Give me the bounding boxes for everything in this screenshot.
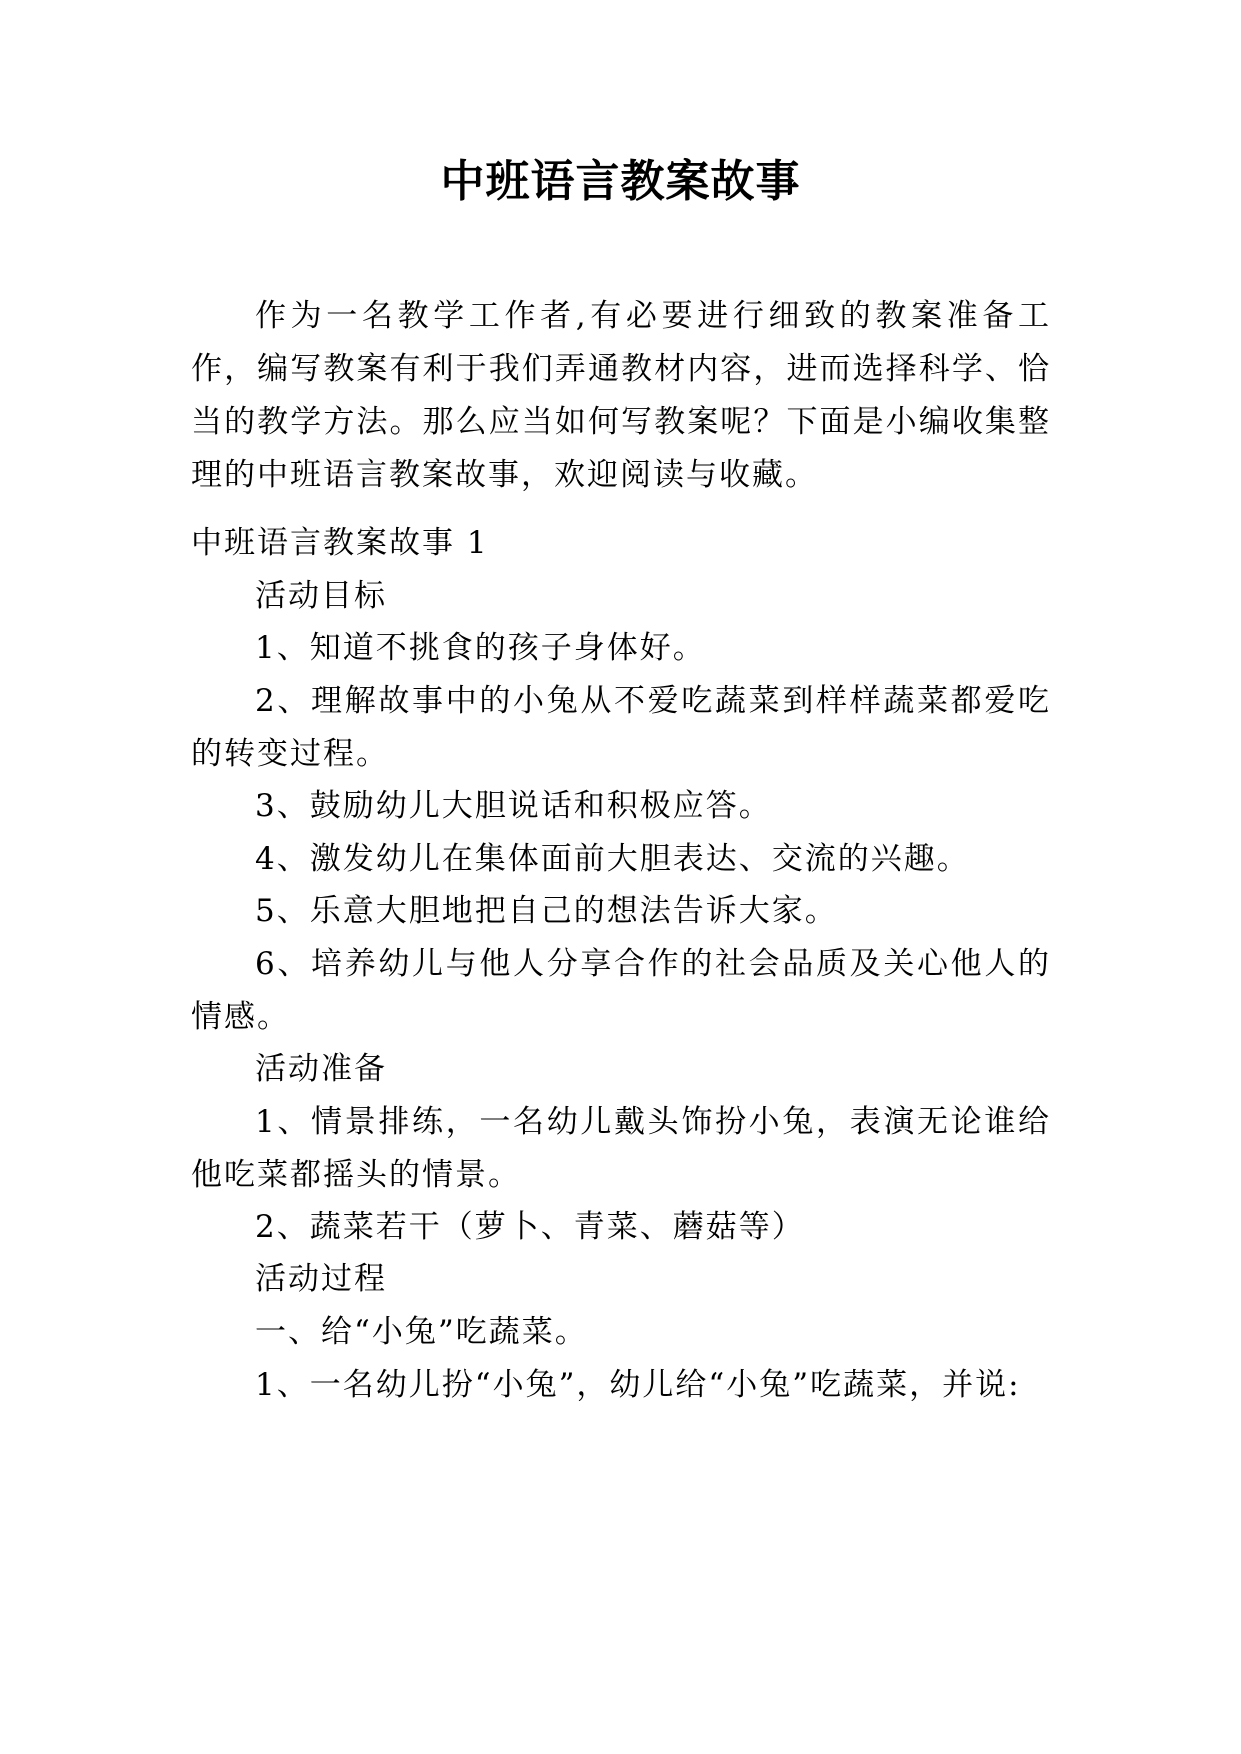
goal-item: 3、鼓励幼儿大胆说话和积极应答。 — [255, 788, 772, 824]
prep-item: 1、情景排练，一名幼儿戴头饰扮小兔，表演无论谁给他吃菜都摇头的情景。 — [191, 1104, 1051, 1193]
goals-heading: 活动目标 — [255, 578, 387, 614]
process-step: 一、给“小兔”吃蔬菜。 — [255, 1314, 588, 1350]
prep-item: 2、蔬菜若干（萝卜、青菜、蘑菇等） — [255, 1209, 805, 1245]
document-title: 中班语言教案故事 — [440, 156, 801, 207]
goal-item: 2、理解故事中的小兔从不爱吃蔬菜到样样蔬菜都爱吃的转变过程。 — [191, 683, 1051, 772]
goal-item: 5、乐意大胆地把自己的想法告诉大家。 — [255, 893, 838, 929]
goal-item: 4、激发幼儿在集体面前大胆表达、交流的兴趣。 — [255, 841, 970, 877]
process-item: 1、一名幼儿扮“小兔”，幼儿给“小兔”吃蔬菜，并说: — [255, 1367, 1021, 1403]
intro-paragraph: 作为一名教学工作者,有必要进行细致的教案准备工作，编写教案有利于我们弄通教材内容，进而选择科学、恰当的教学方法。那么应当如何写教案呢？下面是小编收集整理的中班语言教案故事，欢迎阅读与收藏。 — [191, 298, 1051, 493]
process-heading: 活动过程 — [255, 1261, 387, 1297]
goal-item: 6、培养幼儿与他人分享合作的社会品质及关心他人的情感。 — [191, 946, 1051, 1035]
goal-item: 1、知道不挑食的孩子身体好。 — [255, 630, 706, 666]
prep-heading: 活动准备 — [255, 1051, 387, 1087]
section-heading: 中班语言教案故事 1 — [191, 525, 489, 561]
